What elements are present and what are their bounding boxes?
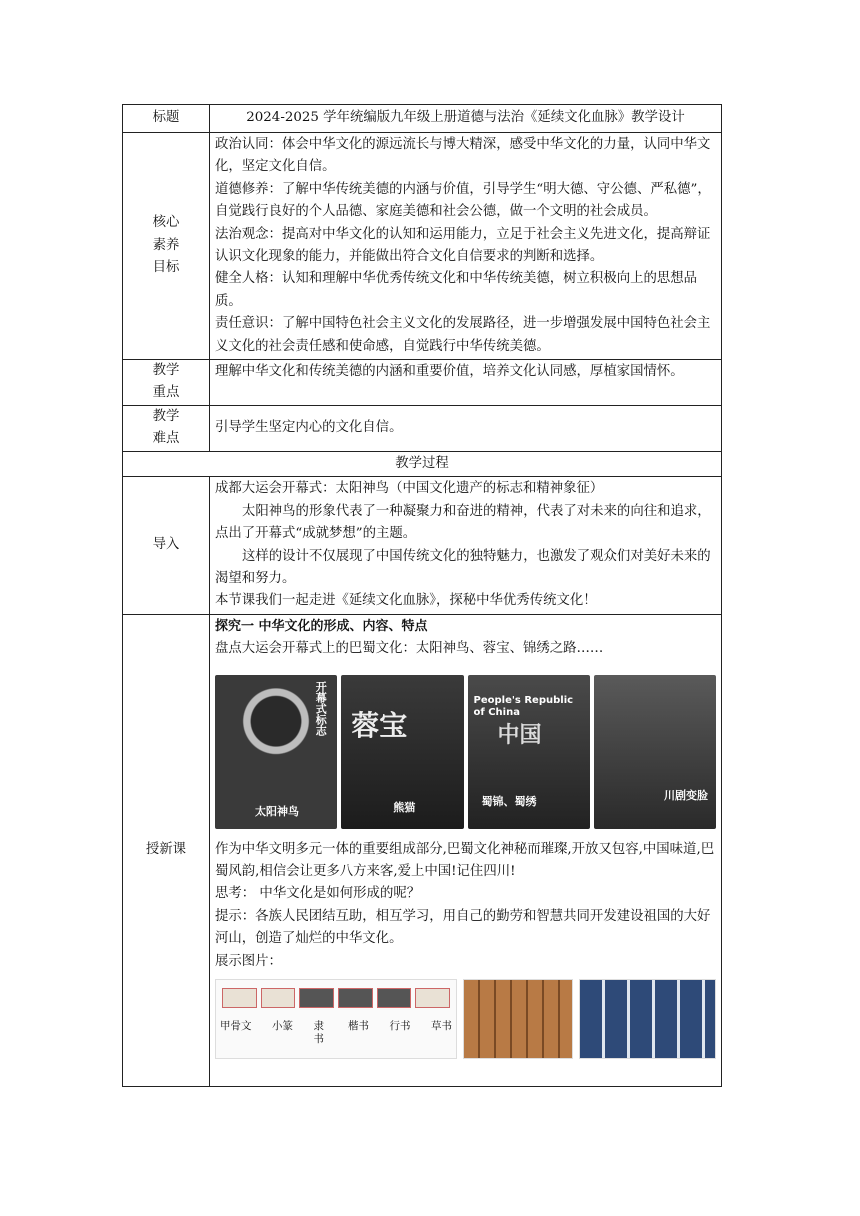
show-images: 展示图片： <box>215 953 282 969</box>
p3-title: People's Republic of China <box>473 694 574 718</box>
key-label <box>123 360 210 406</box>
script-label: 甲骨文 <box>220 1019 252 1032</box>
ancient-books-image <box>463 979 573 1059</box>
script-tile <box>299 988 334 1008</box>
script-label: 行书 <box>389 1019 411 1032</box>
goals-label-1: 核心 <box>152 215 180 231</box>
new-lesson-cell <box>210 614 722 1086</box>
script-tile <box>415 988 450 1008</box>
difficult-label <box>123 405 210 451</box>
intro-line-3: 这样的设计不仅展现了中国传统文化的独特魅力，也激发了观众们对美好未来的渴望和努力。 <box>215 548 711 586</box>
intro-line-2: 太阳神鸟的形象代表了一种凝聚力和奋进的精神，代表了对未来的向往和追求，点出了开幕式“成就梦想”的主题。 <box>215 503 711 542</box>
lesson-table <box>122 104 722 1087</box>
p2-title: 蓉宝 <box>351 708 408 742</box>
goal-responsibility: 责任意识：了解中国特色社会主义文化的发展路径，进一步增强发展中国特色社会主义文化的社会责任感和使命感，自觉践行中华传统美德。 <box>215 316 711 354</box>
goal-political: 政治认同：体会中华文化的源远流长与博大精深，感受中华文化的力量，认同中华文化，坚定文化自信。 <box>215 137 711 175</box>
script-tile <box>222 988 257 1008</box>
goal-law: 法治观念：提高对中华文化的认知和运用能力，立足于社会主义先进文化，提高辩证认识文化现象的能力，并能做出符合文化自信要求的判断和选择。 <box>215 226 711 265</box>
script-evolution-image <box>215 979 457 1059</box>
script-label: 小篆 <box>272 1019 293 1032</box>
key-label-2: 重点 <box>152 385 180 401</box>
goals-label <box>123 133 210 360</box>
culture-images <box>215 979 716 1059</box>
difficult-label-2: 难点 <box>152 431 180 447</box>
script-label: 楷书 <box>348 1019 369 1032</box>
opening-images <box>215 675 716 829</box>
explore-title: 探究一 中华文化的形成、内容、特点 <box>215 618 428 634</box>
sun-bird-image <box>215 675 337 829</box>
goal-moral: 道德修养：了解中华传统美德的内涵与价值，引导学生“明大德、守公德、严私德”，自觉践行良好的个人品德、家庭美德和社会公德，做一个文明的社会成员。 <box>215 181 711 220</box>
script-tile <box>377 988 412 1008</box>
after-images: 作为中华文明多元一体的重要组成部分,巴蜀文化神秘而璀璨,开放又包容,中国味道,巴蜀风韵,相信会让更多八方来客,爱上中国!记住四川! <box>215 841 715 879</box>
goals-label-2: 素养 <box>152 237 180 253</box>
key-label-1: 教学 <box>152 363 180 379</box>
p4-title: 川剧变脸 <box>664 788 708 802</box>
rongbao-image <box>341 675 463 829</box>
p3-sub: 蜀锦、蜀绣 <box>481 794 537 808</box>
title-label: 标题 <box>123 105 210 133</box>
explore-line: 盘点大运会开幕式上的巴蜀文化：太阳神鸟、蓉宝、锦绣之路…… <box>215 641 604 657</box>
script-label: 隶书 <box>313 1019 324 1045</box>
think: 思考： 中华文化是如何形成的呢？ <box>215 886 421 902</box>
p3-cn: 中国 <box>497 722 542 748</box>
face-change-image <box>594 675 716 829</box>
thread-bound-books-image <box>579 979 716 1059</box>
lesson-plan <box>122 104 721 1087</box>
goal-personality: 健全人格：认知和理解中华优秀传统文化和中华传统美德，树立积极向上的思想品质。 <box>215 271 698 309</box>
script-label: 草书 <box>431 1019 452 1032</box>
intro-cell <box>210 477 722 614</box>
hint: 提示：各族人民团结互助，相互学习，用自己的勤劳和智慧共同开发建设祖国的大好河山，创造了灿烂的中华文化。 <box>215 908 711 947</box>
intro-label: 导入 <box>123 477 210 614</box>
process-header: 教学过程 <box>123 451 722 476</box>
script-tile <box>338 988 373 1008</box>
intro-line-4: 本节课我们一起走进《延续文化血脉》，探秘中华优秀传统文化！ <box>215 593 597 609</box>
p1-title: 太阳神鸟 <box>255 804 299 818</box>
title-value: 2024-2025 学年统编版九年级上册道德与法治《延续文化血脉》教学设计 <box>210 105 722 133</box>
p2-sub: 熊猫 <box>393 800 416 814</box>
shu-brocade-image <box>468 675 590 829</box>
difficult-value: 引导学生坚定内心的文化自信。 <box>210 405 722 451</box>
p1-side: 开幕式标志 <box>314 680 328 736</box>
difficult-label-1: 教学 <box>152 408 180 424</box>
script-tile <box>261 988 296 1008</box>
intro-line-1: 成都大运会开幕式：太阳神鸟（中国文化遗产的标志和精神象征） <box>215 481 604 497</box>
goals-label-3: 目标 <box>152 260 180 276</box>
new-lesson-label: 授新课 <box>123 614 210 1086</box>
goals-cell <box>210 133 722 360</box>
key-value: 理解中华文化和传统美德的内涵和重要价值，培养文化认同感，厚植家国情怀。 <box>210 360 722 406</box>
